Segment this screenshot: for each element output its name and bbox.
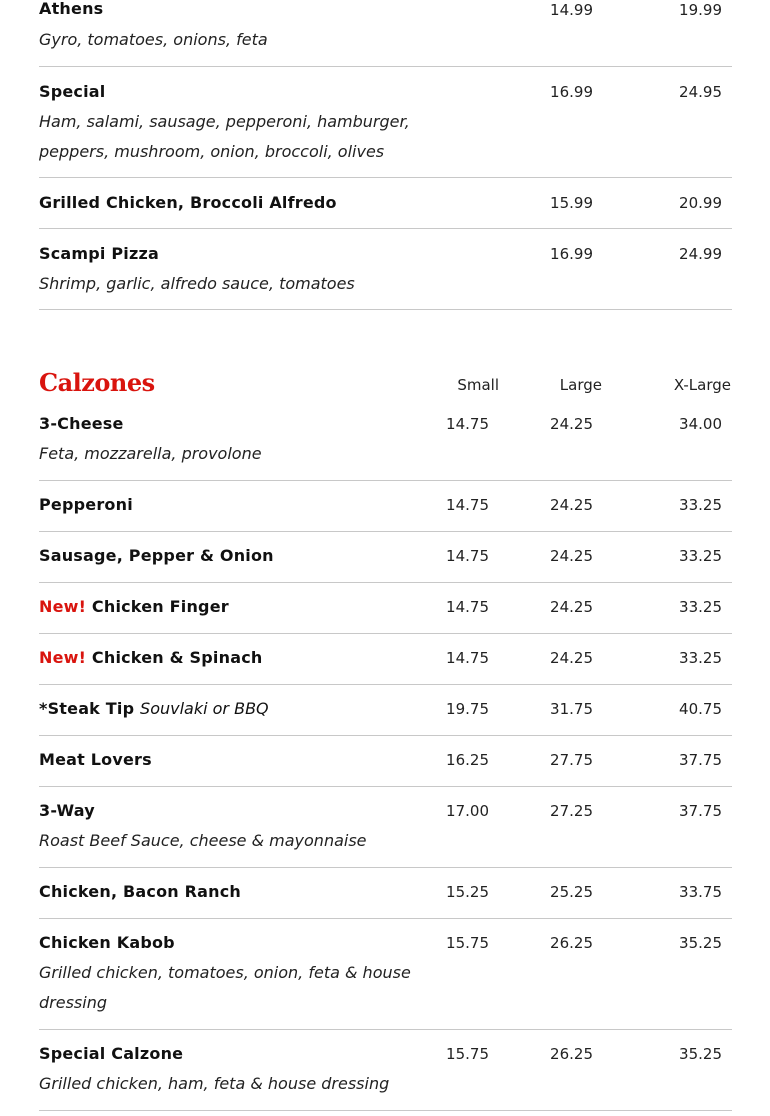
price-xlarge: 40.75 [679, 700, 722, 718]
price-small: 19.75 [446, 700, 489, 718]
item-name: Pepperoni [39, 495, 133, 514]
calzone-row-meat-lovers [39, 736, 732, 787]
price-large: 26.25 [550, 934, 593, 952]
calzone-row-3-way [39, 787, 732, 868]
price-col-2: 24.99 [679, 245, 722, 263]
column-header-small: Small [457, 376, 499, 394]
column-header-large: Large [559, 376, 602, 394]
calzone-row-pepperoni [39, 481, 732, 532]
pizza-row-scampi [39, 229, 732, 310]
price-col-2: 24.95 [679, 83, 722, 101]
price-col-1: 15.99 [550, 194, 593, 212]
price-large: 26.25 [550, 1045, 593, 1063]
pizza-row-grilled-chicken-alfredo [39, 178, 732, 229]
item-inline-description: Souvlaki or BBQ [140, 699, 269, 718]
item-description: Feta, mozzarella, provolone [39, 444, 262, 463]
price-xlarge: 33.25 [679, 598, 722, 616]
price-small: 14.75 [446, 415, 489, 433]
item-name: Chicken Kabob [39, 933, 175, 952]
price-col-1: 16.99 [550, 83, 593, 101]
price-xlarge: 37.75 [679, 802, 722, 820]
price-small: 15.25 [446, 883, 489, 901]
price-small: 14.75 [446, 496, 489, 514]
price-large: 27.75 [550, 751, 593, 769]
item-description: Grilled chicken, tomatoes, onion, feta & house dressing [39, 963, 411, 1012]
item-name-text: *Steak Tip [39, 699, 135, 718]
calzone-row-chicken-finger [39, 583, 732, 634]
price-xlarge: 33.25 [679, 547, 722, 565]
item-name [39, 597, 229, 616]
calzone-row-special-calzone [39, 1030, 732, 1111]
item-name: Special [39, 82, 106, 101]
price-xlarge: 33.25 [679, 649, 722, 667]
price-large: 24.25 [550, 547, 593, 565]
price-large: 24.25 [550, 496, 593, 514]
pizza-list [39, 0, 732, 310]
item-name: Special Calzone [39, 1044, 184, 1063]
item-name: Sausage, Pepper & Onion [39, 546, 274, 565]
item-name-text: Chicken Finger [91, 597, 229, 616]
price-small: 15.75 [446, 934, 489, 952]
item-name: Chicken, Bacon Ranch [39, 882, 242, 901]
price-xlarge: 33.25 [679, 496, 722, 514]
item-description: Roast Beef Sauce, cheese & mayonnaise [39, 831, 367, 850]
price-col-2: 19.99 [679, 1, 722, 19]
price-large: 24.25 [550, 598, 593, 616]
pizza-row-athens [39, 0, 732, 67]
calzone-row-chicken-bacon-ranch [39, 868, 732, 919]
item-description: Shrimp, garlic, alfredo sauce, tomatoes [39, 274, 355, 293]
price-small: 15.75 [446, 1045, 489, 1063]
price-large: 24.25 [550, 649, 593, 667]
item-name: Meat Lovers [39, 750, 152, 769]
calzone-row-steak-tip [39, 685, 732, 736]
price-large: 27.25 [550, 802, 593, 820]
calzone-row-sausage-pepper-onion [39, 532, 732, 583]
price-col-2: 20.99 [679, 194, 722, 212]
pizza-row-special [39, 67, 732, 178]
item-name: 3-Cheese [39, 414, 124, 433]
price-small: 14.75 [446, 598, 489, 616]
calzones-list [39, 400, 732, 1111]
item-description: Ham, salami, sausage, pepperoni, hamburger, peppers, mushroom, onion, broccoli, olives [39, 112, 410, 161]
item-name: Scampi Pizza [39, 244, 160, 263]
item-name: 3-Way [39, 801, 95, 820]
price-xlarge: 33.75 [679, 883, 722, 901]
calzones-title: Calzones [39, 368, 155, 397]
price-large: 31.75 [550, 700, 593, 718]
item-name [39, 648, 262, 667]
price-small: 17.00 [446, 802, 489, 820]
new-badge: New! [39, 648, 87, 667]
item-name [39, 699, 269, 718]
price-small: 14.75 [446, 649, 489, 667]
calzone-row-chicken-spinach [39, 634, 732, 685]
calzone-row-chicken-kabob [39, 919, 732, 1030]
item-name: Grilled Chicken, Broccoli Alfredo [39, 193, 337, 212]
column-header-xlarge: X-Large [673, 376, 731, 394]
new-badge: New! [39, 597, 87, 616]
calzone-row-3-cheese [39, 400, 732, 481]
price-large: 24.25 [550, 415, 593, 433]
price-xlarge: 37.75 [679, 751, 722, 769]
price-col-1: 14.99 [550, 1, 593, 19]
price-small: 16.25 [446, 751, 489, 769]
price-xlarge: 35.25 [679, 1045, 722, 1063]
price-small: 14.75 [446, 547, 489, 565]
item-name-text: Chicken & Spinach [91, 648, 263, 667]
item-name: Athens [39, 0, 104, 18]
item-description: Grilled chicken, ham, feta & house dressing [39, 1074, 390, 1093]
price-xlarge: 34.00 [679, 415, 722, 433]
price-large: 25.25 [550, 883, 593, 901]
price-col-1: 16.99 [550, 245, 593, 263]
price-xlarge: 35.25 [679, 934, 722, 952]
item-description: Gyro, tomatoes, onions, feta [39, 30, 268, 49]
